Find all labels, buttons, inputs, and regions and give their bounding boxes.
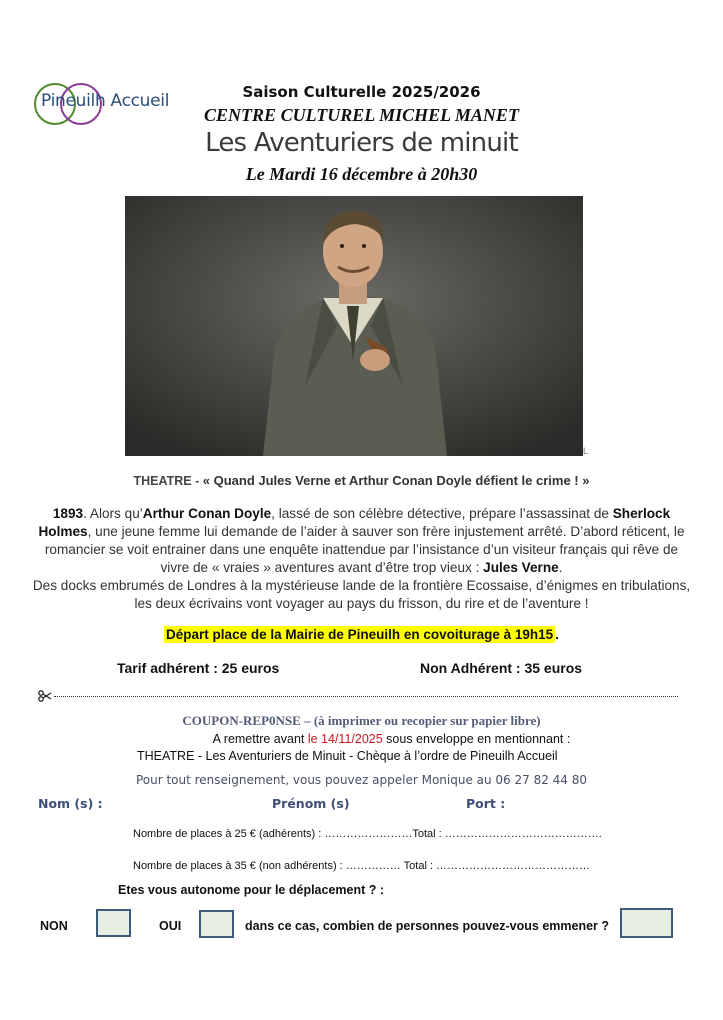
yes-label: OUI (159, 919, 182, 933)
passengers-question: dans ce cas, combien de personnes pouvez-vous emmener ? (245, 919, 610, 933)
return-after-text: sous enveloppe en mentionnant : (382, 732, 571, 746)
places-35-line[interactable]: Nombre de places à 35 € (non adhérents) : …………… Total : …………………………………… (133, 860, 591, 872)
passengers-count-box[interactable] (620, 908, 673, 938)
departure-info (0, 626, 723, 644)
member-price: Tarif adhérent : 25 euros (117, 660, 280, 676)
description-paragraph-1 (30, 505, 693, 577)
season-heading: Saison Culturelle 2025/2026 (242, 83, 481, 101)
coupon-mention: THEATRE - Les Aventuriers de Minuit - Chèque à l’ordre de Pineuilh Accueil (137, 749, 558, 763)
character-name-holmes: Sherlock Holmes (38, 506, 671, 539)
author-name-doyle: Arthur Conan Doyle (142, 506, 272, 521)
deadline-date: le 14/11/2025 (307, 732, 383, 746)
phone-field-label[interactable]: Port : (466, 796, 506, 811)
description-text: , lassé de son célèbre détective, prépare l’assassinat de (271, 506, 613, 521)
non-member-price: Non Adhérent : 35 euros (420, 660, 583, 676)
description-text: , une jeune femme lui demande de l’aider à sauver son frère injustement arrêté. D’abord réticent, le romancier se voit entrainer dans une enquête inattendue par l’insistance d’un visiteur français qui rêve de vivre de « vraies » aventures avant d’être trop vieux : (44, 524, 685, 575)
yes-checkbox[interactable] (199, 910, 234, 938)
departure-highlight: Départ place de la Mairie de Pineuilh en covoiturage à 19h15 (166, 627, 554, 642)
subtitle-text: « Quand Jules Verne et Arthur Conan Doyle défient le crime ! » (202, 473, 590, 488)
category-label: THEATRE - (133, 474, 200, 488)
autonomy-question: Etes vous autonome pour le déplacement ? : (118, 883, 385, 897)
description-paragraph-2: Des docks embrumés de Londres à la mystérieuse lande de la frontière Ecossaise, d’énigmes en tribulations, les deux écrivains vont voyager au pays du frisson, du rire et de l’aventure ! (32, 578, 691, 611)
firstname-field-label[interactable]: Prénom (s) (272, 796, 350, 811)
show-date: Le Mardi 16 décembre à 20h30 (245, 164, 478, 184)
no-checkbox[interactable] (96, 909, 131, 937)
dotted-separator (54, 696, 678, 697)
places-25-line[interactable]: Nombre de places à 25 € (adhérents) : ……………………Total : ……………………………………. (133, 828, 602, 840)
contact-info: Pour tout renseignement, vous pouvez appeler Monique au 06 27 82 44 80 (135, 773, 588, 787)
show-subtitle (0, 473, 723, 488)
return-before-text: A remettre avant (212, 732, 308, 746)
cut-line (38, 688, 678, 702)
venue-heading: CENTRE CULTUREL MICHEL MANET (204, 105, 519, 125)
author-name-verne: Jules Verne (483, 560, 559, 575)
actor-photo (125, 196, 583, 456)
description-text: . (558, 560, 563, 575)
coupon-return-instructions (0, 732, 723, 746)
logo-text: Pineuilh Accueil (41, 91, 170, 111)
departure-end: . (555, 627, 559, 642)
show-description (30, 505, 693, 613)
year: 1893 (52, 506, 84, 521)
description-text: . Alors qu’ (83, 506, 143, 521)
show-title: Les Aventuriers de minuit (205, 128, 518, 158)
scissors-icon (38, 690, 52, 702)
coupon-title: COUPON-REP0NSE – (à imprimer ou recopier sur papier libre) (182, 713, 541, 728)
no-label: NON (40, 919, 68, 933)
photo-corner-mark: L (583, 446, 589, 456)
name-field-label[interactable]: Nom (s) : (38, 796, 103, 811)
